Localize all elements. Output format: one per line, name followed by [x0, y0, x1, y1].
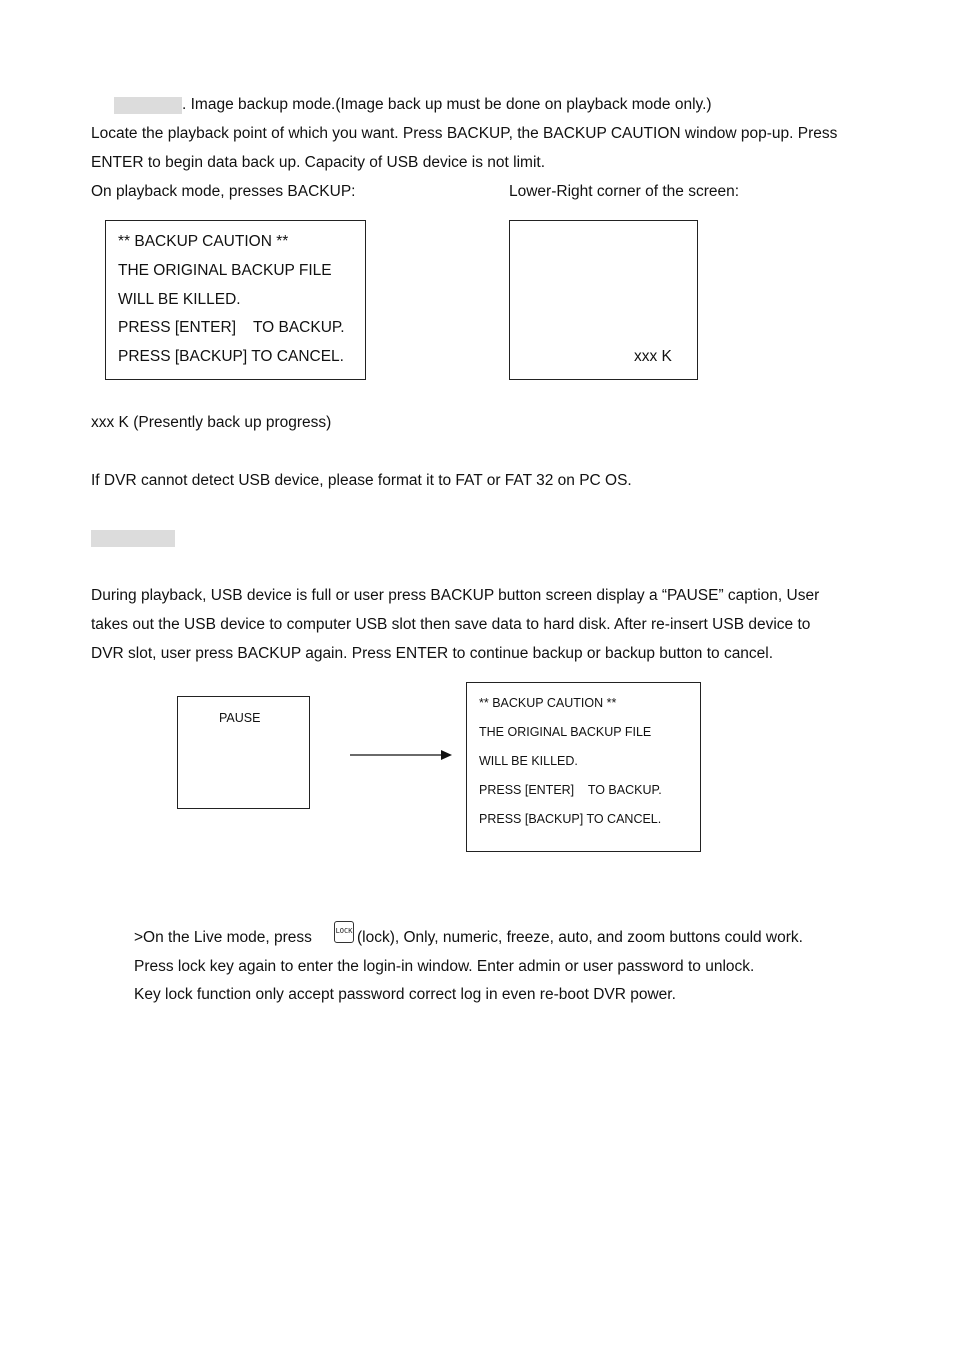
lock-line-2: Press lock key again to enter the login-in window. Enter admin or user password to unlock. — [134, 958, 755, 975]
caution-line: PRESS [ENTER] TO BACKUP. — [118, 319, 345, 336]
lock-icon — [334, 921, 354, 943]
progress-value: xxx K — [634, 348, 672, 365]
pause-box — [177, 696, 310, 809]
caution-line: ** BACKUP CAUTION ** — [118, 233, 289, 250]
paragraph-line: DVR slot, user press BACKUP again. Press ENTER to continue backup or backup button to cancel. — [91, 645, 774, 662]
backup-caution-box — [105, 220, 366, 380]
paragraph-line: Locate the playback point of which you want. Press BACKUP, the BACKUP CAUTION window pop-up. Press — [91, 125, 838, 142]
usb-format-note: If DVR cannot detect USB device, please format it to FAT or FAT 32 on PC OS. — [91, 472, 632, 489]
lock-line-1-end: (lock), Only, numeric, freeze, auto, and zoom buttons could work. — [357, 929, 803, 946]
pause-label: PAUSE — [219, 711, 261, 725]
caution-line: THE ORIGINAL BACKUP FILE — [118, 262, 332, 279]
caution-line: PRESS [BACKUP] TO CANCEL. — [479, 812, 662, 826]
progress-box — [509, 220, 698, 380]
paragraph-line: ENTER to begin data back up. Capacity of USB device is not limit. — [91, 154, 546, 171]
caution-line: PRESS [BACKUP] TO CANCEL. — [118, 348, 344, 365]
lock-line-1-start: >On the Live mode, press — [134, 929, 312, 946]
caution-line: WILL BE KILLED. — [479, 754, 578, 768]
lock-line-3: Key lock function only accept password correct log in even re-boot DVR power. — [134, 986, 676, 1003]
progress-note: xxx K (Presently back up progress) — [91, 414, 332, 431]
backup-caution-box-small — [466, 682, 701, 852]
redacted-label-block — [114, 97, 182, 114]
caution-line: PRESS [ENTER] TO BACKUP. — [479, 783, 662, 797]
paragraph-line: During playback, USB device is full or user press BACKUP button screen display a “PAUSE” caption, User — [91, 587, 820, 604]
caution-line: WILL BE KILLED. — [118, 291, 241, 308]
paragraph-line: takes out the USB device to computer USB slot then save data to hard disk. After re-insert USB device to — [91, 616, 811, 633]
caution-line: THE ORIGINAL BACKUP FILE — [479, 725, 652, 739]
redacted-heading-block — [91, 530, 175, 547]
left-caption: On playback mode, presses BACKUP: — [91, 183, 356, 200]
arrow-right-icon — [349, 748, 459, 762]
right-caption: Lower-Right corner of the screen: — [509, 183, 740, 200]
caution-line: ** BACKUP CAUTION ** — [479, 696, 617, 710]
lock-icon-label: LOCK — [335, 927, 353, 935]
image-backup-heading: . Image backup mode.(Image back up must be done on playback mode only.) — [182, 96, 712, 113]
